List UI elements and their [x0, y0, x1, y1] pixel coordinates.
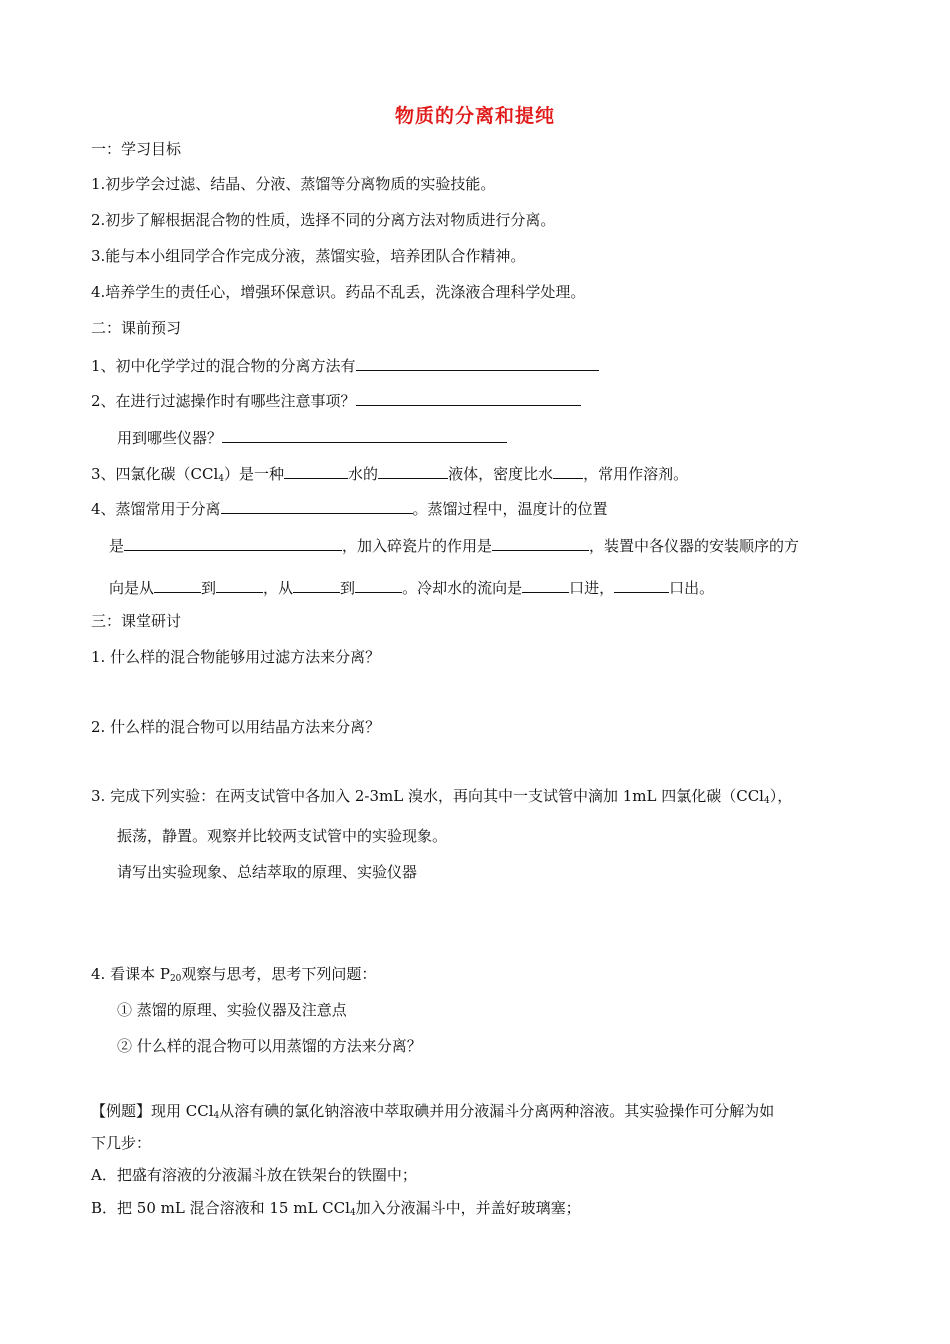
example-step-a: A．把盛有溶液的分液漏斗放在铁架台的铁圈中； — [91, 1166, 417, 1184]
discussion-question-1: 1. 什么样的混合物能够用过滤方法来分离？ — [91, 648, 381, 666]
q4-text-e: ，装置中各仪器的安装顺序的方 — [589, 537, 800, 555]
preview-question-1 — [91, 354, 599, 376]
answer-blank[interactable] — [492, 534, 589, 551]
q4-text-j: 。冷却水的流向是 — [402, 579, 523, 597]
d3-subscript: 4 — [763, 796, 770, 806]
d4-text-a: 4. 看课本 P — [91, 965, 170, 983]
answer-blank[interactable] — [378, 462, 448, 479]
discussion-question-4-item-2: ② 什么样的混合物可以用蒸馏的方法来分离？ — [117, 1037, 422, 1055]
q4-text-k: 口进， — [569, 579, 615, 597]
discussion-question-2: 2. 什么样的混合物可以用结晶方法来分离？ — [91, 718, 381, 736]
section-heading-goals: 一：学习目标 — [91, 140, 182, 158]
answer-blank[interactable] — [355, 576, 402, 593]
answer-blank[interactable] — [553, 462, 583, 479]
d3-text-a: 3. 完成下列实验：在两支试管中各加入 2-3mL 溴水，再向其中一支试管中滴加 1mL 四氯化碳（CCl — [91, 787, 764, 805]
q3-text-b: ）是一种 — [224, 465, 285, 483]
answer-blank[interactable] — [284, 462, 348, 479]
example-step-b-subscript: 4 — [349, 1208, 356, 1218]
answer-blank[interactable] — [293, 576, 340, 593]
q4-text-l: 口出。 — [669, 579, 715, 597]
example-step-b — [91, 1198, 581, 1218]
answer-blank[interactable] — [356, 354, 599, 371]
preview-question-1-text: 1、初中化学学过的混合物的分离方法有 — [91, 357, 356, 375]
q4-text-c: 是 — [109, 537, 125, 555]
q3-text-c: 水的 — [348, 465, 379, 483]
preview-question-2b-text: 用到哪些仪器？ — [117, 429, 223, 447]
q4-text-f: 向是从 — [109, 579, 155, 597]
example-subscript: 4 — [213, 1111, 220, 1121]
example-step-b-text-b: 加入分液漏斗中，并盖好玻璃塞； — [355, 1199, 581, 1217]
q3-text-d: 液体，密度比水 — [448, 465, 554, 483]
preview-question-4 — [91, 497, 608, 519]
answer-blank[interactable] — [216, 576, 263, 593]
preview-question-2-text: 2、在进行过滤操作时有哪些注意事项？ — [91, 392, 356, 410]
answer-blank[interactable] — [614, 576, 669, 593]
example-line-1 — [91, 1101, 774, 1121]
q4-text-g: 到 — [201, 579, 217, 597]
page-title: 物质的分离和提纯 — [394, 105, 555, 127]
discussion-question-3-line2: 振荡，静置。观察并比较两支试管中的实验现象。 — [117, 827, 448, 845]
answer-blank[interactable] — [522, 576, 569, 593]
discussion-question-3-line3: 请写出实验现象、总结萃取的原理、实验仪器 — [117, 863, 418, 881]
d3-text-b: ）， — [769, 787, 793, 805]
discussion-question-4 — [91, 964, 376, 984]
goal-item-4: 4.培养学生的责任心，增强环保意识。药品不乱丢，洗涤液合理科学处理。 — [91, 283, 586, 301]
section-heading-preview: 二：课前预习 — [91, 319, 182, 337]
preview-question-4-line3 — [109, 576, 714, 598]
d4-subscript: 20 — [169, 974, 182, 984]
example-text-b: 从溶有碘的氯化钠溶液中萃取碘并用分液漏斗分离两种溶液。其实验操作可分解为如 — [219, 1102, 775, 1120]
goal-item-2: 2.初步了解根据混合物的性质，选择不同的分离方法对物质进行分离。 — [91, 211, 556, 229]
answer-blank[interactable] — [222, 426, 507, 443]
q4-text-b: 。蒸馏过程中，温度计的位置 — [412, 500, 608, 518]
q4-text-h: ，从 — [263, 579, 294, 597]
d4-text-b: 观察与思考，思考下列问题： — [181, 965, 377, 983]
preview-question-3 — [91, 462, 688, 484]
q3-text-a: 3、四氯化碳（CCl — [91, 465, 219, 483]
example-step-b-text-a: B．把 50 mL 混合溶液和 15 mL CCl — [91, 1199, 350, 1217]
goal-item-1: 1.初步学会过滤、结晶、分液、蒸馏等分离物质的实验技能。 — [91, 175, 496, 193]
preview-question-2 — [91, 389, 581, 411]
section-heading-discussion: 三：课堂研讨 — [91, 612, 182, 630]
q3-subscript: 4 — [218, 474, 225, 484]
q4-text-a: 4、蒸馏常用于分离 — [91, 500, 221, 518]
example-text-a: 【例题】现用 CCl — [91, 1102, 214, 1120]
discussion-question-3 — [91, 786, 792, 806]
answer-blank[interactable] — [356, 389, 581, 406]
answer-blank[interactable] — [124, 534, 342, 551]
preview-question-4-line2 — [109, 534, 799, 556]
discussion-question-4-item-1: ① 蒸馏的原理、实验仪器及注意点 — [117, 1001, 347, 1019]
q3-text-e: ，常用作溶剂。 — [583, 465, 689, 483]
example-line-2: 下几步： — [91, 1134, 152, 1152]
goal-item-3: 3.能与本小组同学合作完成分液，蒸馏实验，培养团队合作精神。 — [91, 247, 526, 265]
answer-blank[interactable] — [154, 576, 201, 593]
preview-question-2b — [117, 426, 507, 448]
q4-text-d: ，加入碎瓷片的作用是 — [342, 537, 493, 555]
answer-blank[interactable] — [221, 497, 413, 514]
q4-text-i: 到 — [340, 579, 356, 597]
